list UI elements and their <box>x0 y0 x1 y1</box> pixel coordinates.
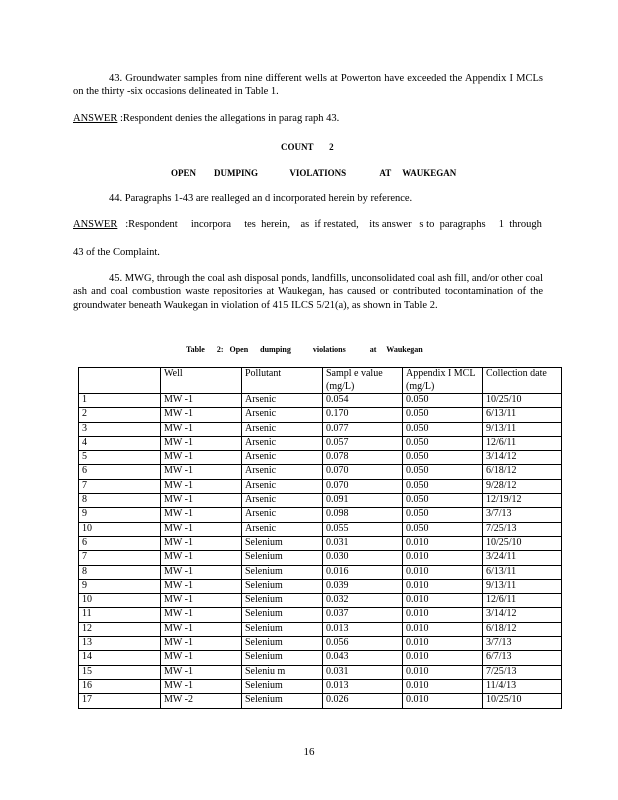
cell-collection-date: 12/6/11 <box>483 436 562 450</box>
cell-sample-value: 0.039 <box>323 579 403 593</box>
cell-well: MW -1 <box>161 622 242 636</box>
cell-well: MW -1 <box>161 394 242 408</box>
table-row <box>79 494 562 508</box>
cell-pollutant: Selenium <box>242 679 323 693</box>
cell-pollutant: Arsenic <box>242 394 323 408</box>
count-subheading: OPEN DUMPING VIOLATIONS AT WAUKEGAN <box>171 168 457 178</box>
cell-pollutant: Selenium <box>242 551 323 565</box>
cell-mcl: 0.050 <box>403 494 483 508</box>
table-row <box>79 579 562 593</box>
paragraph-43: 43. Groundwater samples from nine different wells at Powerton have exceeded the Appendix I MCLs on the thirty -six occasions delineated in Table 1. <box>73 73 543 97</box>
cell-index: 9 <box>79 508 161 522</box>
page-number: 16 <box>303 746 315 758</box>
cell-mcl: 0.050 <box>403 436 483 450</box>
cell-mcl: 0.010 <box>403 694 483 708</box>
cell-pollutant: Selenium <box>242 637 323 651</box>
cell-collection-date: 10/25/10 <box>483 536 562 550</box>
cell-index: 17 <box>79 694 161 708</box>
cell-well: MW -1 <box>161 408 242 422</box>
cell-sample-value: 0.054 <box>323 394 403 408</box>
cell-well: MW -1 <box>161 608 242 622</box>
cell-index: 10 <box>79 594 161 608</box>
cell-sample-value: 0.032 <box>323 594 403 608</box>
table-row <box>79 565 562 579</box>
table-row <box>79 422 562 436</box>
table-row <box>79 651 562 665</box>
cell-well: MW -1 <box>161 479 242 493</box>
cell-collection-date: 7/25/13 <box>483 522 562 536</box>
cell-sample-value: 0.037 <box>323 608 403 622</box>
cell-pollutant: Arsenic <box>242 508 323 522</box>
cell-pollutant: Seleniu m <box>242 665 323 679</box>
cell-pollutant: Selenium <box>242 594 323 608</box>
answer-43-text: :Respondent denies the allegations in parag raph 43. <box>117 113 340 124</box>
cell-collection-date: 3/7/13 <box>483 508 562 522</box>
cell-mcl: 0.010 <box>403 579 483 593</box>
cell-index: 12 <box>79 622 161 636</box>
cell-index: 8 <box>79 494 161 508</box>
table-row <box>79 665 562 679</box>
cell-sample-value: 0.031 <box>323 665 403 679</box>
violations-table <box>78 367 562 709</box>
cell-sample-value: 0.070 <box>323 465 403 479</box>
table-row <box>79 637 562 651</box>
cell-mcl: 0.050 <box>403 522 483 536</box>
cell-sample-value: 0.031 <box>323 536 403 550</box>
table-row <box>79 451 562 465</box>
cell-index: 4 <box>79 436 161 450</box>
cell-mcl: 0.050 <box>403 394 483 408</box>
table-header-row <box>79 368 562 394</box>
cell-sample-value: 0.013 <box>323 622 403 636</box>
cell-index: 14 <box>79 651 161 665</box>
cell-index: 13 <box>79 637 161 651</box>
cell-well: MW -1 <box>161 579 242 593</box>
cell-collection-date: 11/4/13 <box>483 679 562 693</box>
answer-label: ANSWER <box>73 113 118 124</box>
cell-mcl: 0.010 <box>403 594 483 608</box>
cell-sample-value: 0.091 <box>323 494 403 508</box>
cell-mcl: 0.050 <box>403 422 483 436</box>
cell-index: 1 <box>79 394 161 408</box>
table-row <box>79 622 562 636</box>
cell-collection-date: 6/7/13 <box>483 651 562 665</box>
cell-collection-date: 3/14/12 <box>483 608 562 622</box>
cell-well: MW -1 <box>161 637 242 651</box>
table-row <box>79 436 562 450</box>
cell-well: MW -1 <box>161 651 242 665</box>
header-sample-value: Sampl e value (mg/L) <box>323 368 403 394</box>
table-body <box>79 394 562 709</box>
cell-pollutant: Arsenic <box>242 522 323 536</box>
cell-well: MW -2 <box>161 694 242 708</box>
cell-sample-value: 0.098 <box>323 508 403 522</box>
cell-mcl: 0.050 <box>403 479 483 493</box>
paragraph-44: 44. Paragraphs 1-43 are realleged an d incorporated herein by reference. <box>109 193 413 204</box>
cell-mcl: 0.010 <box>403 637 483 651</box>
cell-mcl: 0.010 <box>403 551 483 565</box>
cell-collection-date: 9/28/12 <box>483 479 562 493</box>
table-row <box>79 508 562 522</box>
cell-collection-date: 9/13/11 <box>483 579 562 593</box>
cell-well: MW -1 <box>161 536 242 550</box>
table-row <box>79 479 562 493</box>
cell-pollutant: Selenium <box>242 579 323 593</box>
cell-well: MW -1 <box>161 551 242 565</box>
cell-index: 6 <box>79 536 161 550</box>
cell-pollutant: Selenium <box>242 565 323 579</box>
cell-sample-value: 0.056 <box>323 637 403 651</box>
cell-index: 6 <box>79 465 161 479</box>
cell-pollutant: Selenium <box>242 608 323 622</box>
cell-pollutant: Arsenic <box>242 479 323 493</box>
cell-sample-value: 0.057 <box>323 436 403 450</box>
cell-mcl: 0.010 <box>403 536 483 550</box>
cell-collection-date: 12/6/11 <box>483 594 562 608</box>
cell-index: 7 <box>79 551 161 565</box>
cell-collection-date: 6/18/12 <box>483 465 562 479</box>
cell-well: MW -1 <box>161 422 242 436</box>
table-caption: Table 2: Open dumping violations at Waukegan <box>186 345 423 354</box>
table-row <box>79 408 562 422</box>
cell-mcl: 0.050 <box>403 408 483 422</box>
cell-well: MW -1 <box>161 594 242 608</box>
cell-index: 16 <box>79 679 161 693</box>
cell-pollutant: Arsenic <box>242 465 323 479</box>
table-row <box>79 679 562 693</box>
cell-well: MW -1 <box>161 665 242 679</box>
cell-well: MW -1 <box>161 522 242 536</box>
cell-well: MW -1 <box>161 508 242 522</box>
table-row <box>79 551 562 565</box>
cell-pollutant: Selenium <box>242 694 323 708</box>
cell-collection-date: 10/25/10 <box>483 394 562 408</box>
cell-collection-date: 3/7/13 <box>483 637 562 651</box>
table-row <box>79 694 562 708</box>
cell-sample-value: 0.070 <box>323 479 403 493</box>
cell-index: 5 <box>79 451 161 465</box>
cell-well: MW -1 <box>161 494 242 508</box>
answer-43 <box>73 112 339 125</box>
cell-mcl: 0.010 <box>403 565 483 579</box>
header-mcl: Appendix I MCL (mg/L) <box>403 368 483 394</box>
cell-sample-value: 0.016 <box>323 565 403 579</box>
cell-sample-value: 0.170 <box>323 408 403 422</box>
cell-pollutant: Arsenic <box>242 451 323 465</box>
cell-mcl: 0.010 <box>403 665 483 679</box>
cell-mcl: 0.010 <box>403 679 483 693</box>
cell-index: 15 <box>79 665 161 679</box>
cell-sample-value: 0.077 <box>323 422 403 436</box>
header-well: Well <box>161 368 242 394</box>
cell-well: MW -1 <box>161 451 242 465</box>
table-row <box>79 536 562 550</box>
cell-pollutant: Arsenic <box>242 436 323 450</box>
cell-mcl: 0.050 <box>403 508 483 522</box>
answer-44-line1: :Respondent incorpora tes herein, as if restated, its answer s to paragraphs 1 through <box>117 219 542 230</box>
cell-index: 8 <box>79 565 161 579</box>
table-row <box>79 594 562 608</box>
cell-well: MW -1 <box>161 565 242 579</box>
count-heading: COUNT 2 <box>281 142 334 152</box>
header-pollutant: Pollutant <box>242 368 323 394</box>
cell-mcl: 0.010 <box>403 651 483 665</box>
cell-mcl: 0.010 <box>403 622 483 636</box>
cell-collection-date: 7/25/13 <box>483 665 562 679</box>
cell-collection-date: 3/24/11 <box>483 551 562 565</box>
cell-mcl: 0.050 <box>403 465 483 479</box>
cell-collection-date: 6/13/11 <box>483 408 562 422</box>
cell-pollutant: Selenium <box>242 651 323 665</box>
answer-44-line2: 43 of the Complaint. <box>73 247 160 258</box>
header-collection-date: Collection date <box>483 368 562 394</box>
table-row <box>79 522 562 536</box>
paragraph-45: 45. MWG, through the coal ash disposal ponds, landfills, unconsolidated coal ash fill, and/or other coal ash and coal combustion waste repositories at Waukegan, has caused or contributed tocontamination of the groundwater beneath Waukegan in violation of 415 ILCS 5/21(a), as shown in Table 2. <box>73 273 543 311</box>
answer-label: ANSWER <box>73 219 118 230</box>
cell-pollutant: Selenium <box>242 536 323 550</box>
cell-mcl: 0.050 <box>403 451 483 465</box>
cell-pollutant: Selenium <box>242 622 323 636</box>
cell-collection-date: 12/19/12 <box>483 494 562 508</box>
cell-collection-date: 6/13/11 <box>483 565 562 579</box>
cell-sample-value: 0.030 <box>323 551 403 565</box>
cell-sample-value: 0.078 <box>323 451 403 465</box>
cell-collection-date: 3/14/12 <box>483 451 562 465</box>
cell-index: 2 <box>79 408 161 422</box>
cell-well: MW -1 <box>161 465 242 479</box>
cell-collection-date: 10/25/10 <box>483 694 562 708</box>
cell-sample-value: 0.043 <box>323 651 403 665</box>
cell-mcl: 0.010 <box>403 608 483 622</box>
cell-index: 3 <box>79 422 161 436</box>
cell-index: 7 <box>79 479 161 493</box>
answer-44 <box>73 218 542 231</box>
header-index <box>79 368 161 394</box>
cell-index: 10 <box>79 522 161 536</box>
cell-pollutant: Arsenic <box>242 422 323 436</box>
cell-sample-value: 0.055 <box>323 522 403 536</box>
cell-well: MW -1 <box>161 436 242 450</box>
cell-sample-value: 0.013 <box>323 679 403 693</box>
cell-pollutant: Arsenic <box>242 494 323 508</box>
table-row <box>79 394 562 408</box>
table-row <box>79 608 562 622</box>
table-row <box>79 465 562 479</box>
cell-well: MW -1 <box>161 679 242 693</box>
cell-collection-date: 6/18/12 <box>483 622 562 636</box>
cell-collection-date: 9/13/11 <box>483 422 562 436</box>
cell-pollutant: Arsenic <box>242 408 323 422</box>
cell-index: 9 <box>79 579 161 593</box>
cell-index: 11 <box>79 608 161 622</box>
cell-sample-value: 0.026 <box>323 694 403 708</box>
